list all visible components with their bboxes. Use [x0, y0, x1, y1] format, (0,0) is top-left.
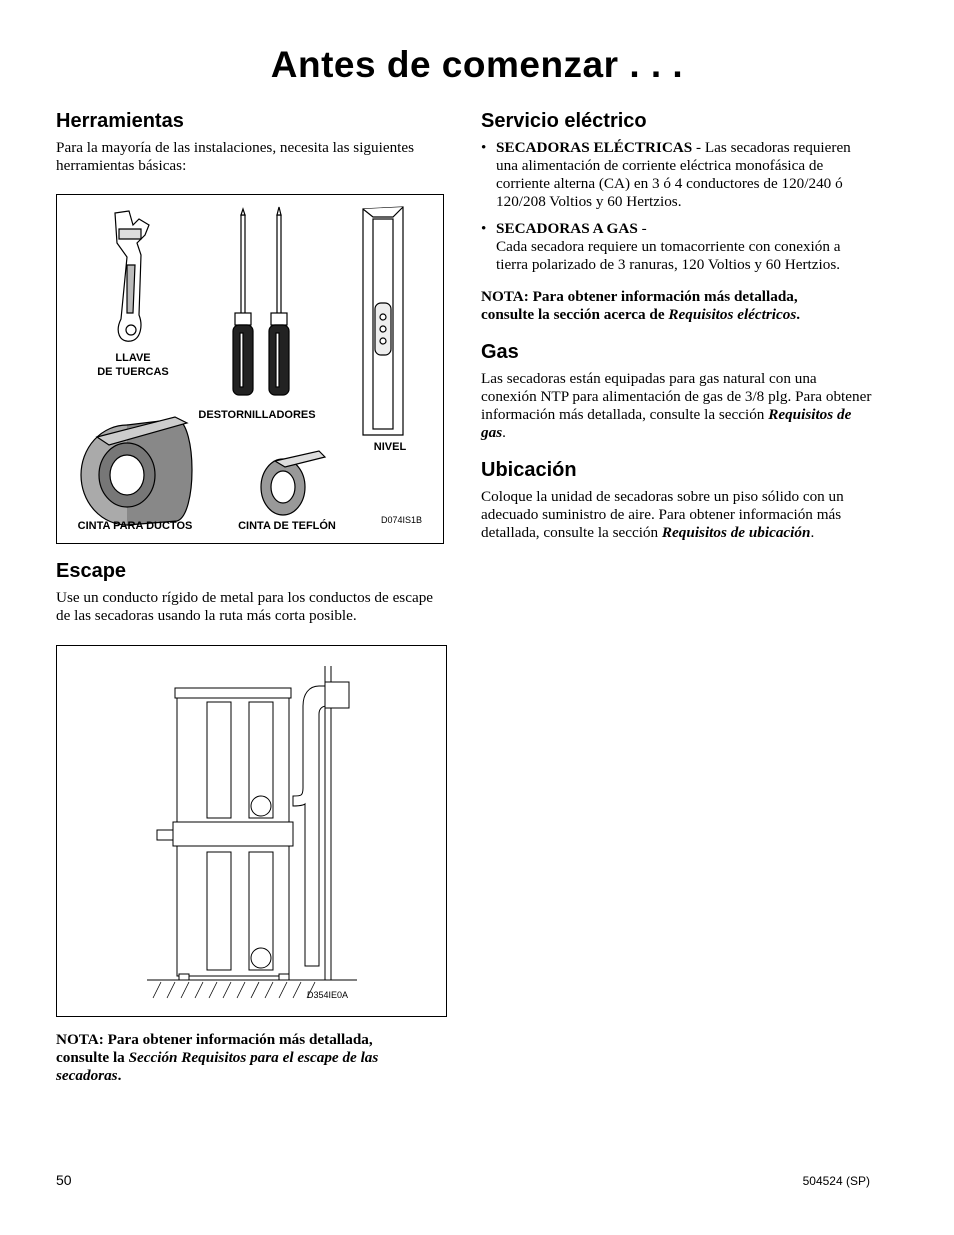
doc-code: 504524 (SP) — [802, 1174, 870, 1188]
electric-note — [481, 288, 876, 324]
location-section — [481, 459, 876, 542]
exhaust-note-bold-2: consulte la — [56, 1049, 129, 1066]
teflon-tape-label: CINTA DE TEFLÓN — [238, 520, 336, 532]
page-title: Antes de comenzar . . . — [270, 44, 684, 85]
location-heading: Ubicación — [481, 459, 577, 481]
exhaust-figure-code: D354IE0A — [307, 990, 349, 1000]
electric-note-bold-2: consulte la sección acerca de — [481, 306, 669, 323]
exhaust-note — [56, 1031, 446, 1085]
gas-text — [481, 370, 876, 442]
electric-item-2: • SECADORAS A GAS - Cada secadora requiere un tomacorriente con conexión a tierra polarizado de 3 ranuras, 120 Voltios y 60 Hertzios. — [481, 220, 841, 273]
duct-tape-icon — [81, 417, 192, 525]
exhaust-note-end: . — [117, 1067, 122, 1084]
gas-section — [481, 341, 876, 442]
electric-section — [481, 110, 876, 324]
electric-note-bold-1: NOTA: Para obtener información más detallada, — [481, 288, 798, 305]
electric-heading: Servicio eléctrico — [481, 110, 647, 132]
location-link: Requisitos de ubicación — [661, 524, 811, 541]
wrench-label-1: LLAVE — [115, 352, 151, 364]
screwdrivers-label: DESTORNILLADORES — [198, 409, 316, 421]
exhaust-note-link: Sección Requisitos para el escape de las secadoras — [56, 1049, 379, 1084]
electric-item-1: • SECADORAS ELÉCTRICAS - Las secadoras requieren una alimentación de corriente eléctrica monofásica de corriente alterna (CA) en 3 ó 4 conductores de 120/240 ó 120/208 Voltios y 60 Hertzios. — [481, 139, 851, 210]
tools-intro: Para la mayoría de las instalaciones, necesita las siguientes herramientas básicas: — [56, 139, 415, 174]
location-body: Coloque la unidad de secadoras sobre un piso sólido con un adecuado suministro de aire. Para obtener información más detallada, consulte la sección — [481, 488, 844, 541]
teflon-tape-icon — [261, 451, 325, 515]
tools-section — [56, 110, 446, 175]
electric-item-1-text: - Las secadoras requieren una alimentación de corriente eléctrica monofásica de corriente alterna (CA) en 3 ó 4 conductores de 120/240 ó 120/208 Voltios y 60 Hertzios. — [496, 139, 851, 210]
level-icon — [363, 207, 403, 435]
gas-body: Las secadoras están equipadas para gas natural con una conexión NTP para alimentación de gas de 3/8 plg. Para obtener información más detallada, consulte la sección — [481, 370, 872, 423]
screwdriver-icon — [233, 207, 289, 395]
gas-heading: Gas — [481, 341, 519, 363]
wrench-label-2: DE TUERCAS — [97, 366, 169, 378]
exhaust-heading: Escape — [56, 560, 127, 582]
page-number: 50 — [56, 1172, 72, 1188]
electric-item-1-bold: SECADORAS ELÉCTRICAS — [496, 139, 693, 156]
figure-code: D074IS1B — [381, 515, 423, 525]
electric-note-end: . — [796, 306, 801, 323]
gas-end: . — [502, 424, 506, 441]
wrench-icon — [115, 211, 149, 341]
location-text — [481, 488, 876, 542]
exhaust-intro: Use un conducto rígido de metal para los conductos de escape de las secadoras usando la ruta más corta posible. — [56, 589, 434, 624]
exhaust-note-bold-1: NOTA: Para obtener información más detallada, — [56, 1031, 373, 1048]
electric-item-2-bold: SECADORAS A GAS — [496, 220, 638, 237]
exhaust-section — [56, 560, 446, 625]
electric-item-2-dash: - — [637, 220, 647, 237]
exhaust-figure — [56, 645, 447, 1017]
location-end: . — [810, 524, 815, 541]
electric-note-link: Requisitos eléctricos — [668, 306, 797, 323]
tools-heading: Herramientas — [56, 110, 184, 132]
duct-tape-label: CINTA PARA DUCTOS — [77, 520, 193, 532]
gas-link: Requisitos de gas — [481, 406, 852, 441]
tools-figure — [56, 194, 444, 544]
stacked-dryer-illustration — [147, 666, 357, 998]
electric-item-2-text: Cada secadora requiere un tomacorriente con conexión a tierra polarizado de 3 ranuras, 120 Voltios y 60 Hertzios. — [496, 238, 841, 273]
level-label: NIVEL — [373, 441, 407, 453]
